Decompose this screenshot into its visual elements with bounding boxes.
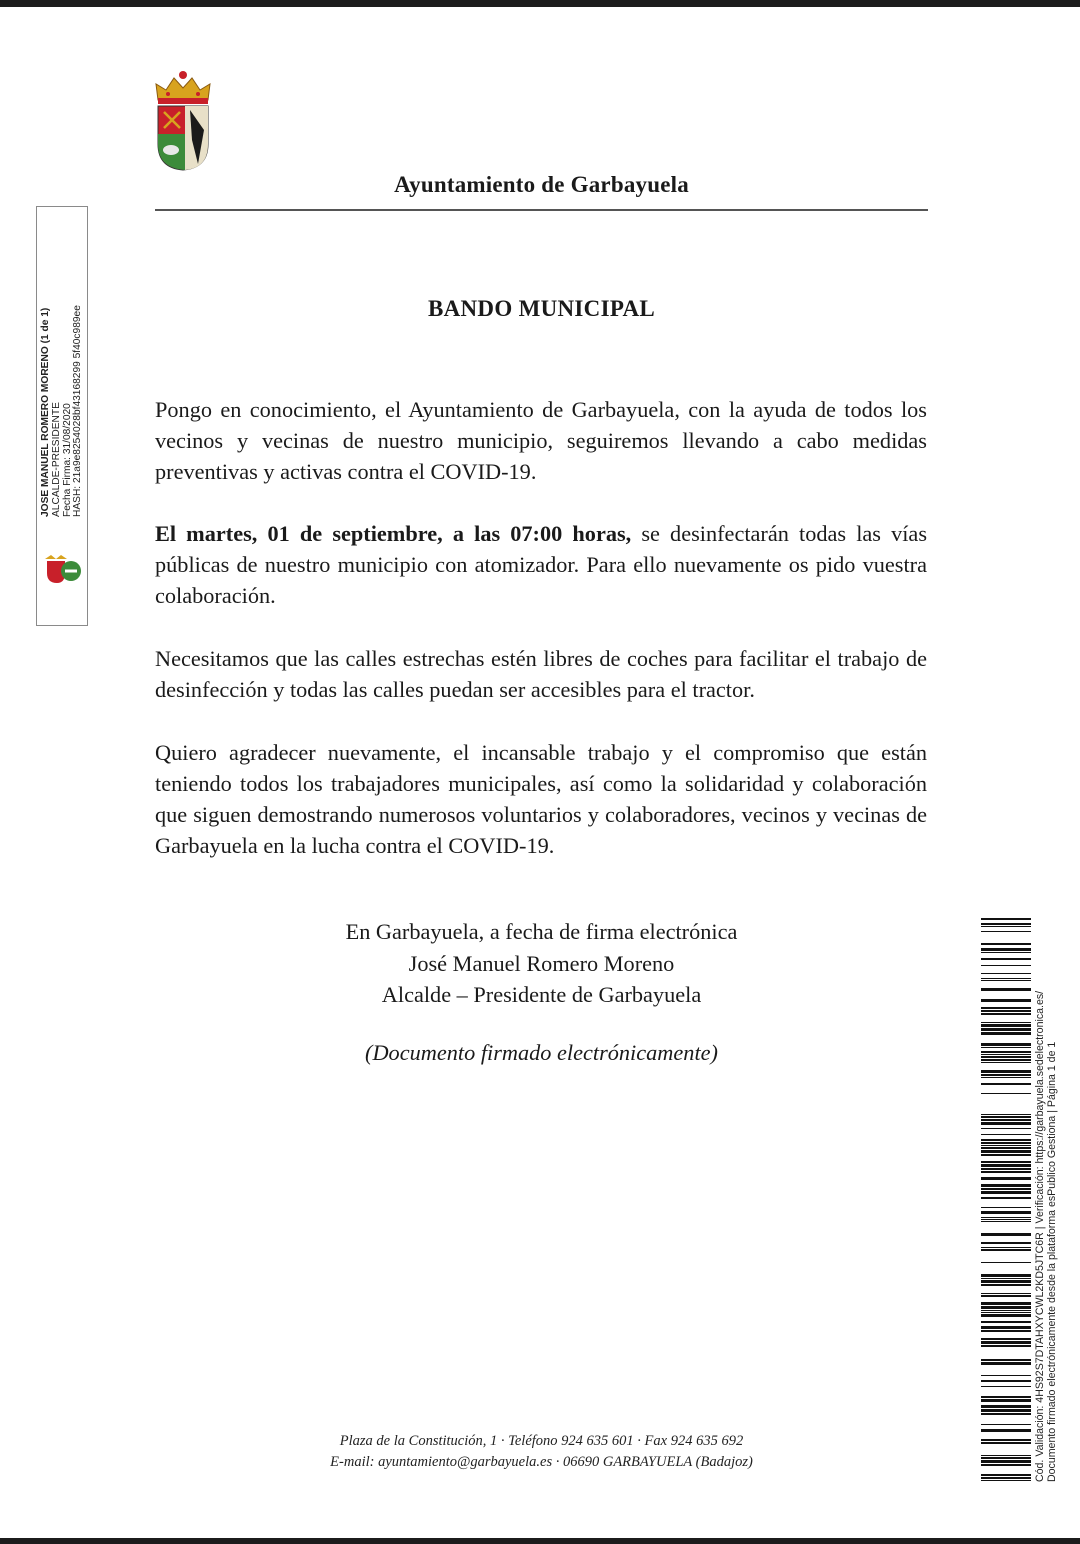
stamp-hash: HASH: 21a9e8254028bf43168299 5f40c989ee (72, 305, 84, 517)
barcode-bar (981, 1142, 1031, 1144)
barcode-bar (981, 1278, 1031, 1279)
barcode-bar (981, 973, 1031, 974)
barcode-bar (981, 1177, 1031, 1180)
barcode-bar (981, 1341, 1031, 1344)
barcode-bar (981, 1207, 1031, 1208)
barcode-bar (981, 1380, 1031, 1382)
barcode-bar (981, 1188, 1031, 1190)
barcode-bar (981, 1070, 1031, 1073)
barcode-bar (981, 1405, 1031, 1408)
barcode-bar (981, 1396, 1031, 1398)
barcode-bar (981, 965, 1031, 966)
barcode-bar (981, 1249, 1031, 1251)
barcode-bar (981, 1330, 1031, 1332)
barcode-bar (981, 988, 1031, 991)
paragraph-1: Pongo en conocimiento, el Ayuntamiento de Garbayuela, con la ayuda de todos los vecinos y vecinas de nuestro municipio, seguiremos llevando a cabo medidas preventivas y activas contra el COVID-19. (155, 397, 927, 484)
barcode-bar (981, 1306, 1031, 1309)
barcode-bar (981, 1424, 1031, 1425)
stamp-signer: JOSE MANUEL ROMERO MORENO (1 de 1) (40, 307, 51, 517)
barcode-bar (981, 1409, 1031, 1412)
top-border (0, 0, 1080, 7)
barcode-bar (981, 999, 1031, 1002)
barcode-bar (981, 1457, 1031, 1459)
barcode-bar (981, 1295, 1031, 1297)
barcode-bar (981, 1399, 1031, 1402)
barcode-bar (981, 1056, 1031, 1058)
stamp-role: ALCALDE-PRESIDENTE (50, 402, 62, 517)
barcode-bar (981, 1375, 1031, 1376)
barcode-bar (981, 1051, 1031, 1053)
barcode-bar (981, 1010, 1031, 1012)
barcode-bar (981, 1211, 1031, 1214)
barcode-bar (981, 1310, 1031, 1311)
barcode-bar (981, 1312, 1031, 1313)
barcode-bar (981, 923, 1031, 925)
barcode-bar (981, 1217, 1031, 1218)
barcode-bar (981, 1455, 1031, 1456)
barcode-bar (981, 1302, 1031, 1305)
barcode-bar (981, 1054, 1031, 1055)
barcode-bar (981, 943, 1031, 945)
barcode-bar (981, 1362, 1031, 1365)
coat-of-arms-icon (152, 70, 214, 172)
barcode-bar (981, 1221, 1031, 1222)
footer-address: Plaza de la Constitución, 1 · Teléfono 924 635 601 · Fax 924 635 692 (339, 1433, 744, 1449)
barcode-bar (981, 1145, 1031, 1146)
barcode-bar (981, 1280, 1031, 1283)
stamp-logo-icon (43, 555, 85, 585)
barcode-bar (981, 1359, 1031, 1361)
barcode-bar (981, 1047, 1031, 1048)
paragraph-4: Quiero agradecer nuevamente, el incansable trabajo y el compromiso que están teniendo todos los trabajadores municipales, así como la solidaridad y colaboración que siguen demostrando numerosos voluntarios y colaboradores, vecinos y vecinas de Garbayuela en la lucha contra el COVID-19. (155, 740, 927, 858)
barcode-bar (981, 1150, 1031, 1153)
barcode-bar (981, 1191, 1031, 1194)
barcode-bar (981, 1059, 1031, 1061)
paragraph-3: Necesitamos que las calles estrechas estén libres de coches para facilitar el trabajo de desinfección y todas las calles puedan ser accesibles para el tractor. (155, 646, 927, 702)
barcode-bar (981, 1022, 1031, 1023)
barcode-bar (981, 1480, 1031, 1481)
header-divider (155, 209, 928, 211)
barcode-bar (981, 1262, 1031, 1263)
barcode-bar (981, 1116, 1031, 1118)
barcode-bar (981, 1439, 1031, 1441)
barcode-bar (981, 1043, 1031, 1046)
stamp-text (41, 297, 93, 517)
barcode-bar (981, 1429, 1031, 1432)
barcode-bar (981, 1413, 1031, 1415)
barcode-bar (981, 1345, 1031, 1347)
paragraph-2-text: se desinfectarán todas las vías públicas de nuestro municipio con atomizador. Para ello nuevamente os pido vuestra colaboración. (155, 521, 927, 608)
barcode-bar (981, 1093, 1031, 1094)
barcode-bar (981, 926, 1031, 927)
signature-block (155, 916, 928, 1011)
barcode-bar (981, 1219, 1031, 1220)
barcode-bar (981, 1074, 1031, 1076)
barcode-bar (981, 1007, 1031, 1009)
barcode-bar (981, 948, 1031, 951)
document-title: BANDO MUNICIPAL (427, 296, 656, 321)
paragraph-2 (155, 518, 927, 611)
barcode-bar (981, 1114, 1031, 1115)
barcode-bar (981, 1460, 1031, 1463)
barcode-bar (981, 1477, 1031, 1479)
barcode-bar (981, 1197, 1031, 1199)
barcode-bar (981, 1284, 1031, 1286)
barcode-bar (981, 1326, 1031, 1329)
barcode-bar (981, 1442, 1031, 1444)
barcode-bar (981, 1274, 1031, 1277)
footer-contact: E-mail: ayuntamiento@garbayuela.es · 06690 GARBAYUELA (Badajoz) (330, 1454, 753, 1470)
signed-electronically-note: (Documento firmado electrónicamente) (365, 1040, 718, 1065)
barcode-bar (981, 1062, 1031, 1063)
barcode-bar (981, 952, 1031, 953)
barcode-bar (981, 978, 1031, 979)
signature-role: Alcalde – Presidente de Garbayuela (381, 982, 702, 1007)
barcode-bar (981, 1028, 1031, 1031)
barcode-bar (981, 1168, 1031, 1170)
signature-stamp (36, 206, 88, 626)
barcode-bar (981, 1164, 1031, 1167)
barcode-bar (981, 1386, 1031, 1387)
barcode-bar (981, 958, 1031, 960)
barcode-bar (981, 918, 1031, 920)
barcode-bar (981, 1171, 1031, 1173)
barcode-bar (981, 1161, 1031, 1163)
barcode-bar (981, 1032, 1031, 1035)
barcode-bar (981, 1474, 1031, 1476)
barcode-bar (981, 1293, 1031, 1294)
barcode-bar (981, 931, 1031, 932)
barcode-bar (981, 1321, 1031, 1323)
barcode-bar (981, 1083, 1031, 1085)
barcode-bar (981, 1134, 1031, 1135)
signature-name: José Manuel Romero Moreno (408, 950, 675, 976)
municipality-name: Ayuntamiento de Garbayuela (394, 172, 689, 197)
barcode-icon (981, 918, 1031, 1484)
barcode-platform: Documento firmado electrónicamente desde la plataforma esPublico Gestiona | Página 1 de 1 (1045, 1041, 1058, 1482)
barcode-bar (981, 1128, 1031, 1129)
bottom-border (0, 1538, 1080, 1544)
barcode-bar (981, 1122, 1031, 1125)
barcode-bar (981, 1464, 1031, 1466)
barcode-bar (981, 1077, 1031, 1078)
barcode-validation: Cód. Validación: 4HS92S7DTAHXYCWL2KD5JTC6R | Verificación: https://garbayuela.sedelectronica.es/ (1034, 990, 1046, 1482)
barcode-bar (981, 1242, 1031, 1244)
barcode-bar (981, 1147, 1031, 1149)
barcode-bar (981, 1119, 1031, 1121)
barcode-caption (1035, 922, 1065, 1482)
barcode-bar (981, 980, 1031, 981)
barcode-bar (981, 1314, 1031, 1317)
signature-place-date: En Garbayuela, a fecha de firma electrónica (345, 919, 738, 944)
paragraph-2-date: El martes, 01 de septiembre, a las 07:00 horas, (155, 521, 632, 546)
barcode-bar (981, 1247, 1031, 1248)
barcode-bar (981, 1154, 1031, 1156)
barcode-bar (981, 1338, 1031, 1340)
barcode-bar (981, 1233, 1031, 1236)
barcode-bar (981, 1024, 1031, 1027)
stamp-date: Fecha Firma: 31/08/2020 (61, 403, 73, 517)
barcode-bar (981, 1184, 1031, 1187)
barcode-bar (981, 1013, 1031, 1015)
barcode-bar (981, 1139, 1031, 1141)
